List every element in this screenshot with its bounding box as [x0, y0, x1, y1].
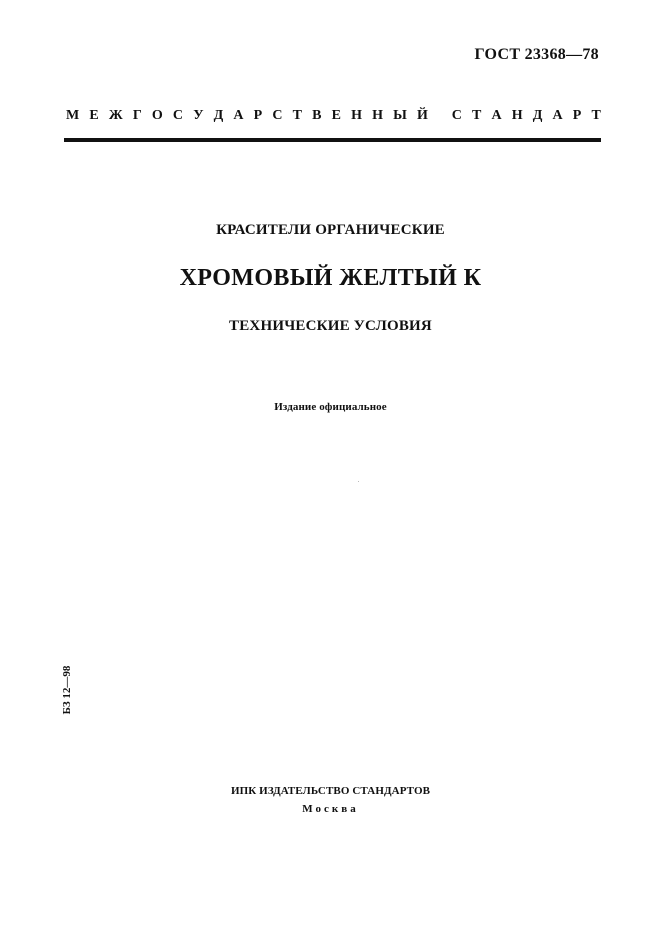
- document-number: ГОСТ 23368—78: [474, 46, 599, 63]
- heading-letter: Д: [532, 108, 543, 123]
- heading-letter: У: [193, 108, 204, 123]
- series-title: КРАСИТЕЛИ ОРГАНИЧЕСКИЕ: [216, 222, 445, 238]
- header-rule: [64, 138, 601, 142]
- heading-letter: С: [272, 108, 283, 123]
- heading-letter: Г: [132, 108, 142, 123]
- heading-letter: С: [172, 108, 184, 123]
- standard-type-heading: [66, 108, 601, 124]
- heading-letter: Т: [471, 108, 482, 123]
- heading-letter: С: [451, 108, 462, 123]
- side-registration-code: БЗ 12—98: [61, 665, 73, 715]
- heading-letter: Е: [331, 108, 341, 123]
- heading-letter: О: [151, 108, 163, 123]
- heading-letter: Й: [417, 108, 428, 123]
- heading-letter: А: [491, 108, 502, 123]
- heading-letter: М: [66, 108, 80, 123]
- heading-letter: Н: [351, 108, 362, 123]
- heading-letter: Т: [591, 108, 601, 123]
- heading-letter: Ж: [108, 108, 123, 123]
- scan-speck: [358, 481, 359, 482]
- heading-letter: Е: [89, 108, 99, 123]
- document-title: ХРОМОВЫЙ ЖЕЛТЫЙ К: [179, 265, 482, 291]
- document-subtitle: ТЕХНИЧЕСКИЕ УСЛОВИЯ: [229, 318, 432, 334]
- heading-letter: Н: [372, 108, 383, 123]
- heading-letter: А: [233, 108, 244, 123]
- edition-note: Издание официальное: [274, 401, 387, 413]
- publisher-name: ИПК ИЗДАТЕЛЬСТВО СТАНДАРТОВ: [230, 785, 431, 797]
- heading-word-gap: [438, 108, 442, 124]
- publisher-city: Москва: [302, 803, 359, 815]
- heading-letter: Т: [292, 108, 302, 123]
- heading-letter: Р: [572, 108, 582, 123]
- heading-letter: Н: [511, 108, 523, 123]
- heading-letter: А: [552, 108, 563, 123]
- heading-letter: Д: [213, 108, 224, 123]
- heading-letter: Р: [253, 108, 263, 123]
- heading-letter: Ы: [393, 108, 407, 123]
- heading-letter: В: [312, 108, 322, 123]
